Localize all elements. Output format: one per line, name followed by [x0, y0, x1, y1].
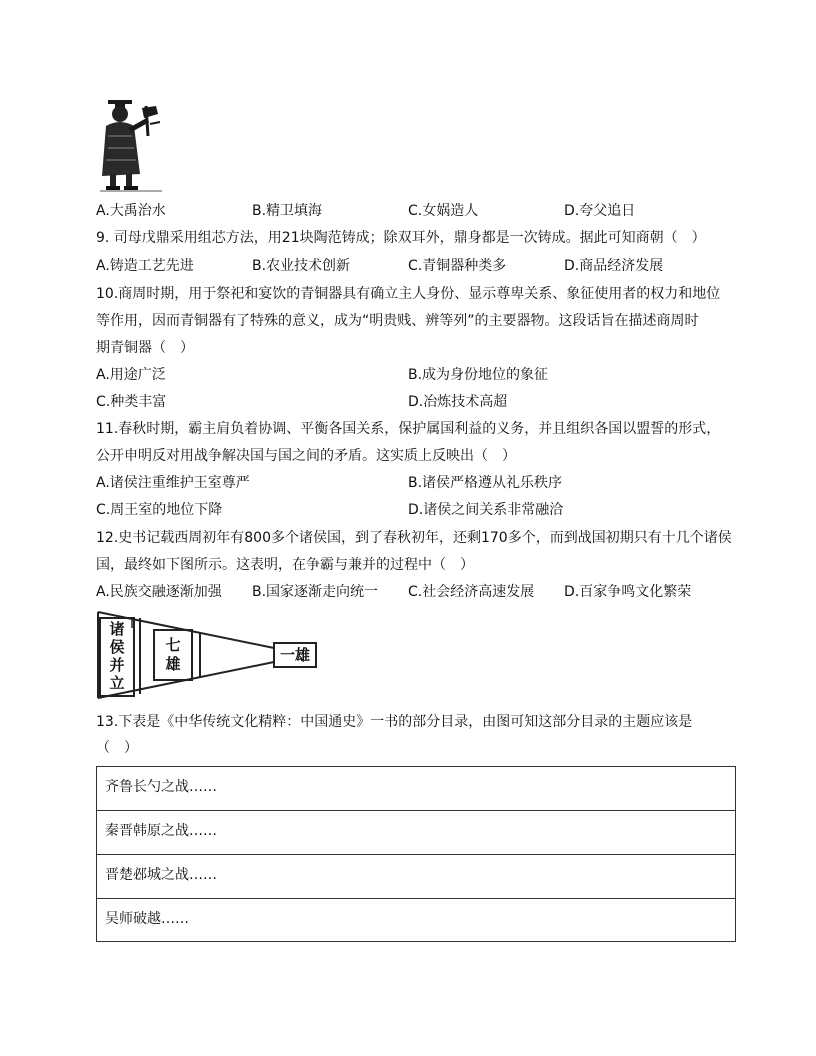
q11-stem-line: 11.春秋时期，霸主肩负着协调、平衡各国关系，保护属国利益的义务，并且组织各国以盟誓的形式，: [96, 421, 721, 437]
q12-option-a: A.民族交融逐渐加强: [96, 584, 222, 600]
q8-option-b: B.精卫填海: [252, 203, 323, 219]
q12-stem-line: 国，最终如下图所示。这表明，在争霸与兼并的过程中（ ）: [96, 557, 474, 573]
q9-option-c: C.青铜器种类多: [408, 258, 507, 274]
table-cell: 齐鲁长勺之战……: [105, 779, 217, 795]
q10-option-b: B.成为身份地位的象征: [408, 367, 549, 383]
q10-option-d: D.冶炼技术高超: [408, 394, 508, 410]
legend-figure-image: [96, 96, 166, 194]
q11-stem-line: 公开申明反对用战争解决国与国之间的矛盾。这实质上反映出（ ）: [96, 448, 516, 464]
q12-stem-line: 12.史书记载西周初年有800多个诸侯国，到了春秋初年，还剩170多个，而到战国初期只有十几个诸侯: [96, 530, 732, 546]
q10-option-c: C.种类丰富: [96, 394, 167, 410]
diagram-left-char: 侯: [109, 638, 125, 656]
q8-option-d: D.夸父追日: [564, 203, 636, 219]
q12-option-c: C.社会经济高速发展: [408, 584, 535, 600]
diagram-left-char: 立: [109, 674, 125, 692]
q10-stem-line: 等作用，因而青铜器有了特殊的意义，成为“明贵贱、辨等列”的主要器物。这段话旨在描述商周时: [96, 313, 699, 329]
table-cell: 晋楚邲城之战……: [105, 867, 217, 883]
q11-option-d: D.诸侯之间关系非常融洽: [408, 502, 564, 518]
table-row: [97, 855, 735, 899]
diagram-mid-char: 雄: [165, 655, 181, 673]
diagram-right-label: 一雄: [279, 646, 310, 664]
q8-option-a: A.大禹治水: [96, 203, 166, 219]
q13-stem-line: （ ）: [96, 740, 138, 756]
table-cell: 吴师破越……: [105, 911, 189, 927]
q11-option-a: A.诸侯注重维护王室尊严: [96, 475, 250, 491]
table-cell: 秦晋韩原之战……: [105, 823, 217, 839]
table-row: [97, 899, 735, 943]
q11-option-c: C.周王室的地位下降: [96, 502, 223, 518]
q9-option-a: A.铸造工艺先进: [96, 258, 194, 274]
q9-option-d: D.商品经济发展: [564, 258, 664, 274]
diagram-left-char: 诸: [109, 620, 125, 638]
table-row: [97, 767, 735, 811]
q8-option-c: C.女娲造人: [408, 203, 479, 219]
q13-stem-line: 13.下表是《中华传统文化精粹：中国通史》一书的部分目录，由图可知这部分目录的主题应该是: [96, 714, 693, 730]
q10-stem-line: 期青铜器（ ）: [96, 340, 194, 356]
q10-stem-line: 10.商周时期，用于祭祀和宴饮的青铜器具有确立主人身份、显示尊卑关系、象征使用者的权力和地位: [96, 286, 721, 302]
diagram-left-char: 并: [109, 656, 125, 674]
diagram-mid-char: 七: [165, 636, 181, 654]
q12-option-b: B.国家逐渐走向统一: [252, 584, 379, 600]
q10-option-a: A.用途广泛: [96, 367, 166, 383]
q12-option-d: D.百家争鸣文化繁荣: [564, 584, 692, 600]
q9-stem: 9. 司母戊鼎采用组芯方法，用21块陶范铸成；除双耳外，鼎身都是一次铸成。据此可知商朝（ ）: [96, 230, 706, 246]
q11-option-b: B.诸侯严格遵从礼乐秩序: [408, 475, 563, 491]
table-row: [97, 811, 735, 855]
unification-funnel-diagram: [96, 608, 318, 702]
q9-option-b: B.农业技术创新: [252, 258, 351, 274]
table-of-contents: [96, 766, 736, 942]
